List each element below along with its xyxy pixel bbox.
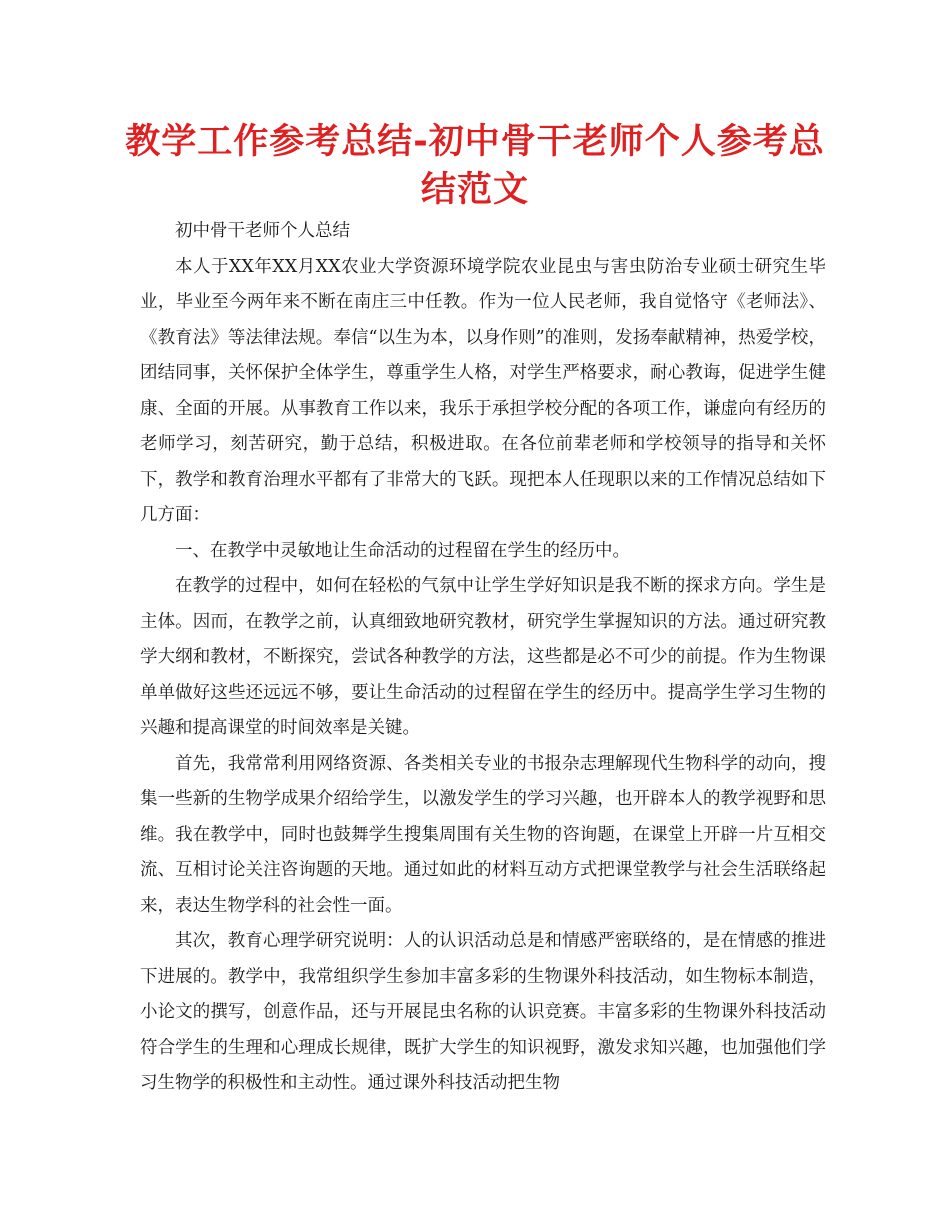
- paragraph: 本人于XX年XX月XX农业大学资源环境学院农业昆虫与害虫防治专业硕士研究生毕业，毕业至今两年来不断在南庄三中任教。作为一位人民老师，我自觉恪守《老师法》、《教育法》等法律法规。奉信“以生为本，以身作则”的准则，发扬奉献精神，热爱学校，团结同事，关怀保护全体学生，尊重学生人格，对学生严格要求，耐心教诲，促进学生健康、全面的开展。从事教育工作以来，我乐于承担学校分配的各项工作，谦虚向有经历的老师学习，刻苦研究，勤于总结，积极进取。在各位前辈老师和学校领导的指导和关怀下，教学和教育治理水平都有了非常大的飞跃。现把本人任现职以来的工作情况总结如下几方面：: [140, 256, 826, 525]
- document-body: [140, 214, 826, 1102]
- paragraph: 其次，教育心理学研究说明：人的认识活动总是和情感严密联络的，是在情感的推进下进展的。教学中，我常组织学生参加丰富多彩的生物课外科技活动，如生物标本制造，小论文的撰写，创意作品，还与开展昆虫名称的认识竞赛。丰富多彩的生物课外科技活动符合学生的生理和心理成长规律，既扩大学生的知识视野，激发求知兴趣，也加强他们学习生物学的积极性和主动性。通过课外科技活动把生物: [140, 931, 826, 1093]
- document-title: 教学工作参考总结-初中骨干老师个人参考总结范文: [125, 122, 825, 210]
- paragraph-subtitle: 初中骨干老师个人总结: [175, 221, 350, 241]
- paragraph-section-heading: 一、在教学中灵敏地让生命活动的过程留在学生的经历中。: [175, 540, 630, 561]
- paragraph: 在教学的过程中，如何在轻松的气氛中让学生学好知识是我不断的探求方向。学生是主体。因而，在教学之前，认真细致地研究教材，研究学生掌握知识的方法。通过研究教学大纲和教材，不断探究，尝试各种教学的方法，这些都是必不可少的前提。作为生物课单单做好这些还远远不够，要让生命活动的过程留在学生的经历中。提高学生学习生物的兴趣和提高课堂的时间效率是关键。: [140, 576, 826, 738]
- paragraph: 首先，我常常利用网络资源、各类相关专业的书报杂志理解现代生物科学的动向，搜集一些新的生物学成果介绍给学生，以激发学生的学习兴趣，也开辟本人的教学视野和思维。我在教学中，同时也鼓舞学生搜集周围有关生物的咨询题，在课堂上开辟一片互相交流、互相讨论关注咨询题的天地。通过如此的材料互动方式把课堂教学与社会生活联络起来，表达生物学科的社会性一面。: [140, 753, 826, 916]
